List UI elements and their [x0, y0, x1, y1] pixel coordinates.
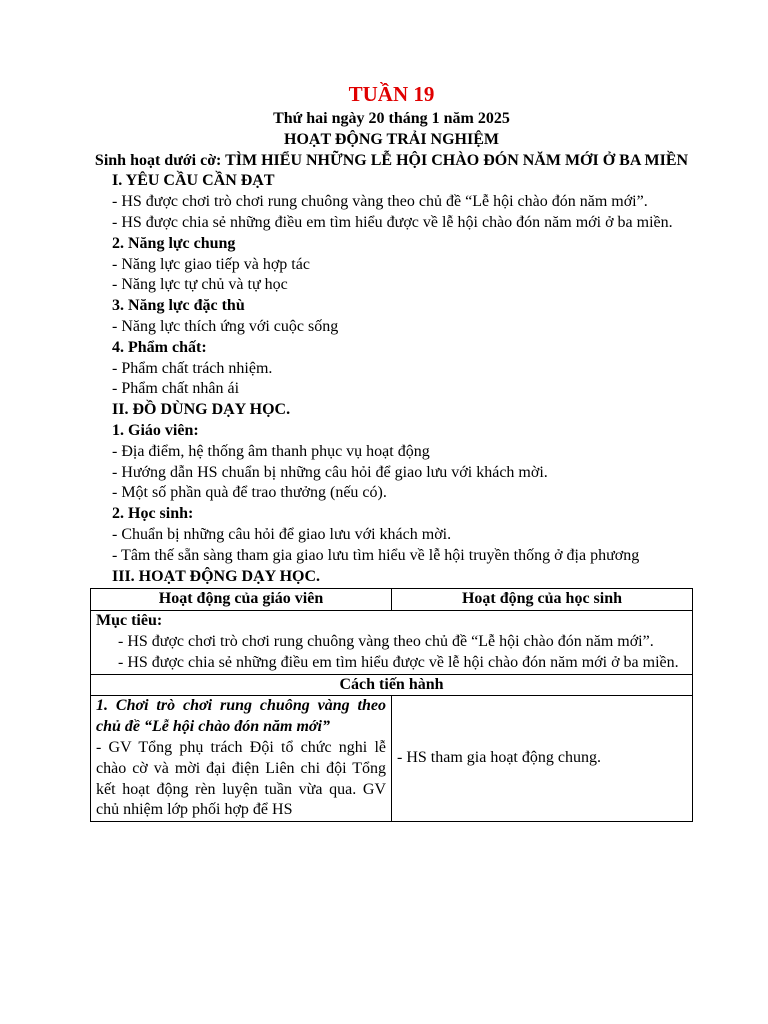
qualities-heading: 4. Phẩm chất: — [112, 338, 207, 356]
objective-2: - HS được chia sẻ những điều em tìm hiểu được về lễ hội chào đón năm mới ở ba miền. — [112, 213, 673, 231]
teacher-activity-cell — [91, 696, 392, 822]
objectives-label: Mục tiêu: — [96, 612, 163, 630]
list-item: - Tâm thế sẵn sàng tham gia giao lưu tìm hiểu về lễ hội truyền thống ở địa phương — [112, 546, 640, 564]
table-header-row — [91, 589, 693, 611]
date-line: Thứ hai ngày 20 tháng 1 năm 2025 — [273, 110, 510, 127]
list-item: - Phẩm chất nhân ái — [112, 380, 240, 398]
table-row — [91, 696, 693, 822]
student-activity-cell: - HS tham gia hoạt động chung. — [392, 696, 693, 822]
list-item: - Hướng dẫn HS chuẩn bị những câu hỏi để giao lưu với khách mời. — [112, 463, 548, 481]
list-item: - Địa điểm, hệ thống âm thanh phục vụ hoạt động — [112, 442, 430, 460]
section1-heading: I. YÊU CẦU CẦN ĐẠT — [112, 172, 275, 190]
table-row — [91, 674, 693, 696]
list-item: - Một số phần quà để trao thưởng (nếu có). — [112, 484, 387, 502]
list-item: - Chuẩn bị những câu hỏi để giao lưu với khách mời. — [112, 525, 452, 543]
list-item: - Năng lực thích ứng với cuộc sống — [112, 317, 339, 335]
list-item: - Năng lực giao tiếp và hợp tác — [112, 255, 310, 273]
teacher-column-header: Hoạt động của giáo viên — [91, 589, 392, 611]
activity-title: 1. Chơi trò chơi rung chuông vàng theo chủ đề “Lễ hội chào đón năm mới” — [96, 697, 386, 736]
section2-heading: II. ĐỒ DÙNG DẠY HỌC. — [112, 401, 291, 419]
objective-1: - HS được chơi trò chơi rung chuông vàng theo chủ đề “Lễ hội chào đón năm mới”. — [112, 193, 648, 211]
document-content — [90, 81, 693, 822]
objectives-item-1: - HS được chơi trò chơi rung chuông vàng theo chủ đề “Lễ hội chào đón năm mới”. — [118, 632, 654, 650]
procedure-heading-cell: Cách tiến hành — [91, 674, 693, 696]
table-row — [91, 611, 693, 674]
section3-heading: III. HOẠT ĐỘNG DẠY HỌC. — [112, 567, 321, 585]
teacher-materials-heading: 1. Giáo viên: — [112, 421, 199, 439]
objectives-item-2: - HS được chia sẻ những điều em tìm hiểu được về lễ hội chào đón năm mới ở ba miền. — [118, 653, 679, 671]
subject-title: HOẠT ĐỘNG TRẢI NGHIỆM — [284, 130, 499, 148]
objectives-cell — [91, 611, 693, 674]
student-column-header: Hoạt động của học sinh — [392, 589, 693, 611]
activity-table — [90, 588, 693, 822]
list-item: - Phẩm chất trách nhiệm. — [112, 359, 273, 377]
teacher-activity-text: - GV Tổng phụ trách Đội tổ chức nghi lễ chào cờ và mời đại điện Liên chi đội Tổng kết hoạt động rèn luyện tuần vừa qua. GV chủ nhiệm lớp phối hợp để HS — [96, 738, 386, 819]
general-competence-heading: 2. Năng lực chung — [112, 234, 236, 252]
student-materials-heading: 2. Học sinh: — [112, 505, 194, 523]
list-item: - Năng lực tự chủ và tự học — [112, 276, 288, 294]
specific-competence-heading: 3. Năng lực đặc thù — [112, 297, 245, 315]
lesson-title: Sinh hoạt dưới cờ: TÌM HIỂU NHỮNG LỄ HỘI CHÀO ĐÓN NĂM MỚI Ở BA MIỀN — [94, 151, 689, 169]
week-title: TUẦN 19 — [348, 82, 435, 106]
